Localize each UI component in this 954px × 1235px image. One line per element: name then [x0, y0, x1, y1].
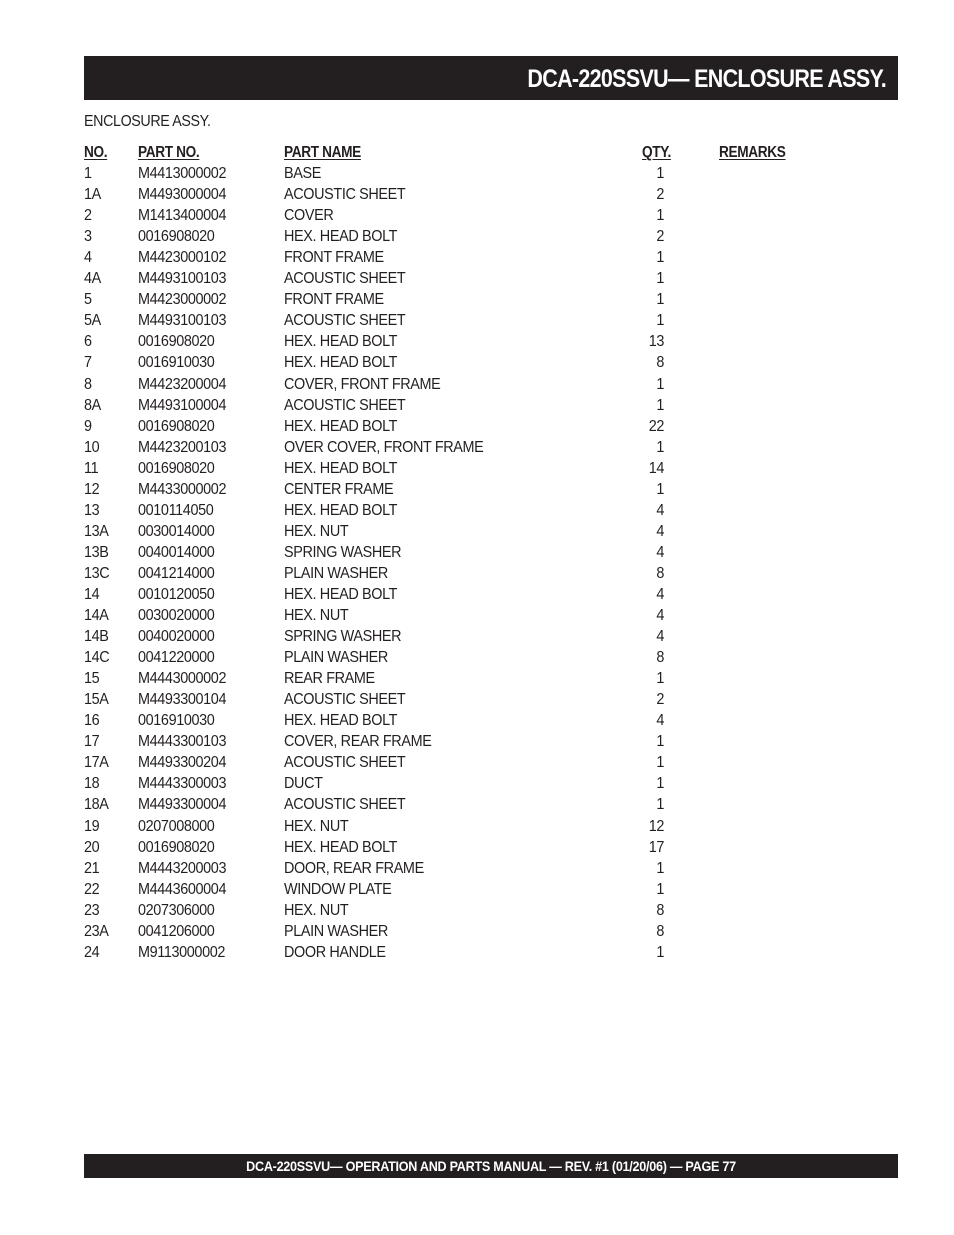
cell-qty: 1: [656, 291, 664, 309]
cell-no: 17A: [84, 754, 109, 772]
table-row: [84, 290, 844, 311]
cell-part-name: DOOR HANDLE: [284, 943, 386, 961]
table-row: [84, 627, 844, 648]
cell-qty: 14: [648, 459, 664, 477]
parts-table: [84, 143, 844, 964]
cell-no: 4: [84, 249, 92, 267]
table-row: [84, 817, 844, 838]
cell-part-name: DOOR, REAR FRAME: [284, 859, 424, 877]
cell-part-name: ACOUSTIC SHEET: [284, 270, 406, 288]
cell-part-no: M4423200103: [138, 438, 227, 456]
cell-part-no: 0016908020: [138, 838, 215, 856]
column-header-part-name: PART NAME: [284, 144, 361, 161]
cell-part-name: HEX. HEAD BOLT: [284, 712, 398, 730]
column-header-part-no: PART NO.: [138, 144, 200, 161]
cell-qty: 1: [656, 375, 664, 393]
cell-part-name: HEX. HEAD BOLT: [284, 354, 398, 372]
cell-part-name: REAR FRAME: [284, 670, 375, 688]
cell-no: 7: [84, 354, 92, 372]
table-row: [84, 711, 844, 732]
cell-part-name: HEX. HEAD BOLT: [284, 228, 398, 246]
cell-part-name: COVER, REAR FRAME: [284, 733, 432, 751]
cell-qty: 1: [656, 775, 664, 793]
table-row: [84, 901, 844, 922]
cell-qty: 8: [656, 354, 664, 372]
cell-part-no: M4443600004: [138, 880, 227, 898]
cell-part-no: M9113000002: [138, 943, 226, 961]
cell-part-no: 0041214000: [138, 564, 215, 582]
cell-part-name: HEX. HEAD BOLT: [284, 459, 398, 477]
cell-qty: 4: [656, 543, 664, 561]
cell-no: 3: [84, 228, 92, 246]
cell-no: 18: [84, 775, 100, 793]
cell-part-name: HEX. NUT: [284, 901, 349, 919]
cell-part-name: HEX. HEAD BOLT: [284, 417, 398, 435]
table-row: [84, 732, 844, 753]
cell-part-name: COVER, FRONT FRAME: [284, 375, 441, 393]
table-row: [84, 480, 844, 501]
cell-qty: 1: [656, 754, 664, 772]
cell-qty: 13: [648, 333, 664, 351]
cell-qty: 1: [656, 312, 664, 330]
cell-part-name: PLAIN WASHER: [284, 564, 388, 582]
cell-no: 1: [84, 165, 92, 183]
cell-qty: 1: [656, 880, 664, 898]
cell-part-name: ACOUSTIC SHEET: [284, 796, 406, 814]
column-header-remarks: REMARKS: [719, 144, 786, 161]
cell-no: 15A: [84, 691, 109, 709]
cell-part-no: 0010114050: [138, 501, 214, 519]
cell-qty: 22: [648, 417, 664, 435]
cell-no: 14: [84, 585, 100, 603]
cell-part-no: 0040020000: [138, 628, 215, 646]
table-body: [84, 164, 844, 964]
table-header-row: [84, 143, 844, 164]
cell-part-no: M4413000002: [138, 165, 227, 183]
cell-no: 4A: [84, 270, 101, 288]
cell-part-name: SPRING WASHER: [284, 628, 402, 646]
cell-no: 8: [84, 375, 92, 393]
cell-part-no: 0030020000: [138, 607, 215, 625]
cell-no: 17: [84, 733, 100, 751]
cell-part-no: 0016908020: [138, 459, 215, 477]
table-row: [84, 543, 844, 564]
cell-part-no: M4443200003: [138, 859, 227, 877]
cell-part-no: 0030014000: [138, 522, 215, 540]
table-row: [84, 375, 844, 396]
table-row: [84, 417, 844, 438]
cell-part-name: SPRING WASHER: [284, 543, 402, 561]
cell-qty: 1: [656, 670, 664, 688]
cell-qty: 1: [656, 207, 664, 225]
cell-part-name: HEX. NUT: [284, 522, 349, 540]
cell-qty: 1: [656, 733, 664, 751]
table-row: [84, 795, 844, 816]
cell-part-no: M4423200004: [138, 375, 227, 393]
cell-part-name: DUCT: [284, 775, 323, 793]
table-row: [84, 332, 844, 353]
cell-part-name: HEX. NUT: [284, 607, 349, 625]
cell-part-name: FRONT FRAME: [284, 291, 384, 309]
table-row: [84, 438, 844, 459]
cell-no: 5A: [84, 312, 101, 330]
cell-part-no: 0016910030: [138, 354, 215, 372]
cell-qty: 17: [648, 838, 664, 856]
cell-part-name: OVER COVER, FRONT FRAME: [284, 438, 484, 456]
page-title: DCA-220SSVU— ENCLOSURE ASSY.: [527, 65, 886, 93]
cell-part-no: M4423000002: [138, 291, 227, 309]
cell-part-name: COVER: [284, 207, 334, 225]
table-row: [84, 859, 844, 880]
cell-part-no: 0016908020: [138, 417, 215, 435]
cell-no: 14A: [84, 607, 109, 625]
cell-part-no: 0207306000: [138, 901, 215, 919]
table-row: [84, 922, 844, 943]
table-row: [84, 269, 844, 290]
table-row: [84, 669, 844, 690]
table-row: [84, 353, 844, 374]
cell-part-no: M4493300204: [138, 754, 227, 772]
cell-no: 1A: [84, 186, 101, 204]
cell-qty: 1: [656, 165, 664, 183]
cell-part-name: ACOUSTIC SHEET: [284, 186, 406, 204]
cell-part-no: M4443300003: [138, 775, 227, 793]
cell-no: 18A: [84, 796, 109, 814]
cell-no: 13B: [84, 543, 109, 561]
cell-qty: 1: [656, 943, 664, 961]
table-row: [84, 227, 844, 248]
cell-part-name: HEX. HEAD BOLT: [284, 333, 398, 351]
table-row: [84, 585, 844, 606]
cell-part-no: 0016910030: [138, 712, 215, 730]
cell-qty: 2: [656, 691, 664, 709]
cell-no: 22: [84, 880, 100, 898]
cell-qty: 8: [656, 901, 664, 919]
table-row: [84, 648, 844, 669]
cell-part-name: CENTER FRAME: [284, 480, 394, 498]
table-row: [84, 774, 844, 795]
cell-part-name: HEX. NUT: [284, 817, 349, 835]
cell-part-name: PLAIN WASHER: [284, 649, 388, 667]
cell-qty: 2: [656, 186, 664, 204]
cell-no: 23: [84, 901, 100, 919]
cell-no: 23A: [84, 922, 109, 940]
cell-no: 9: [84, 417, 92, 435]
cell-no: 19: [84, 817, 100, 835]
cell-part-no: 0010120050: [138, 585, 215, 603]
table-row: [84, 396, 844, 417]
cell-part-no: 0016908020: [138, 333, 215, 351]
cell-qty: 1: [656, 859, 664, 877]
cell-qty: 4: [656, 501, 664, 519]
table-row: [84, 522, 844, 543]
cell-part-name: WINDOW PLATE: [284, 880, 392, 898]
column-header-qty: QTY.: [642, 144, 671, 161]
cell-qty: 8: [656, 922, 664, 940]
table-row: [84, 248, 844, 269]
cell-part-no: M4493100103: [138, 270, 227, 288]
table-row: [84, 606, 844, 627]
cell-qty: 4: [656, 607, 664, 625]
cell-no: 5: [84, 291, 92, 309]
cell-no: 14B: [84, 628, 109, 646]
table-row: [84, 185, 844, 206]
table-row: [84, 459, 844, 480]
cell-qty: 8: [656, 649, 664, 667]
table-row: [84, 501, 844, 522]
cell-part-no: 0040014000: [138, 543, 215, 561]
cell-no: 8A: [84, 396, 101, 414]
cell-qty: 1: [656, 796, 664, 814]
cell-qty: 4: [656, 628, 664, 646]
cell-part-no: M4423000102: [138, 249, 227, 267]
cell-no: 10: [84, 438, 100, 456]
cell-part-name: FRONT FRAME: [284, 249, 384, 267]
cell-qty: 4: [656, 522, 664, 540]
cell-no: 13C: [84, 564, 110, 582]
table-row: [84, 880, 844, 901]
cell-no: 15: [84, 670, 100, 688]
cell-part-no: M4433000002: [138, 480, 227, 498]
cell-part-name: ACOUSTIC SHEET: [284, 754, 406, 772]
cell-part-no: M4493300104: [138, 691, 227, 709]
cell-part-name: ACOUSTIC SHEET: [284, 691, 406, 709]
page-header-bar: [84, 56, 898, 100]
cell-part-name: HEX. HEAD BOLT: [284, 501, 398, 519]
cell-part-name: ACOUSTIC SHEET: [284, 312, 406, 330]
cell-part-no: M4493100103: [138, 312, 227, 330]
cell-part-no: M4443000002: [138, 670, 227, 688]
cell-part-no: 0041220000: [138, 649, 215, 667]
table-row: [84, 690, 844, 711]
table-row: [84, 164, 844, 185]
table-row: [84, 206, 844, 227]
cell-part-name: PLAIN WASHER: [284, 922, 388, 940]
table-row: [84, 564, 844, 585]
cell-qty: 4: [656, 712, 664, 730]
cell-no: 16: [84, 712, 100, 730]
cell-qty: 1: [656, 480, 664, 498]
cell-qty: 1: [656, 249, 664, 267]
cell-qty: 8: [656, 564, 664, 582]
column-header-no: NO.: [84, 144, 108, 161]
cell-no: 13: [84, 501, 100, 519]
cell-part-no: M4493100004: [138, 396, 227, 414]
cell-no: 13A: [84, 522, 109, 540]
cell-part-name: BASE: [284, 165, 321, 183]
cell-no: 12: [84, 480, 100, 498]
cell-part-name: HEX. HEAD BOLT: [284, 585, 398, 603]
cell-no: 20: [84, 838, 100, 856]
cell-qty: 1: [656, 438, 664, 456]
cell-no: 21: [84, 859, 100, 877]
table-row: [84, 838, 844, 859]
cell-part-name: HEX. HEAD BOLT: [284, 838, 398, 856]
page-footer-bar: [84, 1154, 898, 1178]
cell-part-no: 0041206000: [138, 922, 215, 940]
cell-no: 2: [84, 207, 92, 225]
cell-part-no: 0207008000: [138, 817, 215, 835]
cell-no: 14C: [84, 649, 110, 667]
cell-part-name: ACOUSTIC SHEET: [284, 396, 406, 414]
cell-no: 24: [84, 943, 100, 961]
table-row: [84, 311, 844, 332]
table-row: [84, 753, 844, 774]
cell-part-no: M4493300004: [138, 796, 227, 814]
cell-part-no: M4493000004: [138, 186, 227, 204]
cell-qty: 12: [648, 817, 664, 835]
cell-qty: 1: [656, 396, 664, 414]
cell-part-no: M1413400004: [138, 207, 227, 225]
section-label: ENCLOSURE ASSY.: [84, 113, 211, 130]
cell-part-no: M4443300103: [138, 733, 227, 751]
cell-qty: 4: [656, 585, 664, 603]
cell-no: 6: [84, 333, 92, 351]
cell-part-no: 0016908020: [138, 228, 215, 246]
footer-text: DCA-220SSVU— OPERATION AND PARTS MANUAL — REV. #1 (01/20/06) — PAGE 77: [246, 1158, 736, 1174]
table-row: [84, 943, 844, 964]
cell-qty: 2: [656, 228, 664, 246]
cell-no: 11: [84, 459, 99, 477]
cell-qty: 1: [656, 270, 664, 288]
